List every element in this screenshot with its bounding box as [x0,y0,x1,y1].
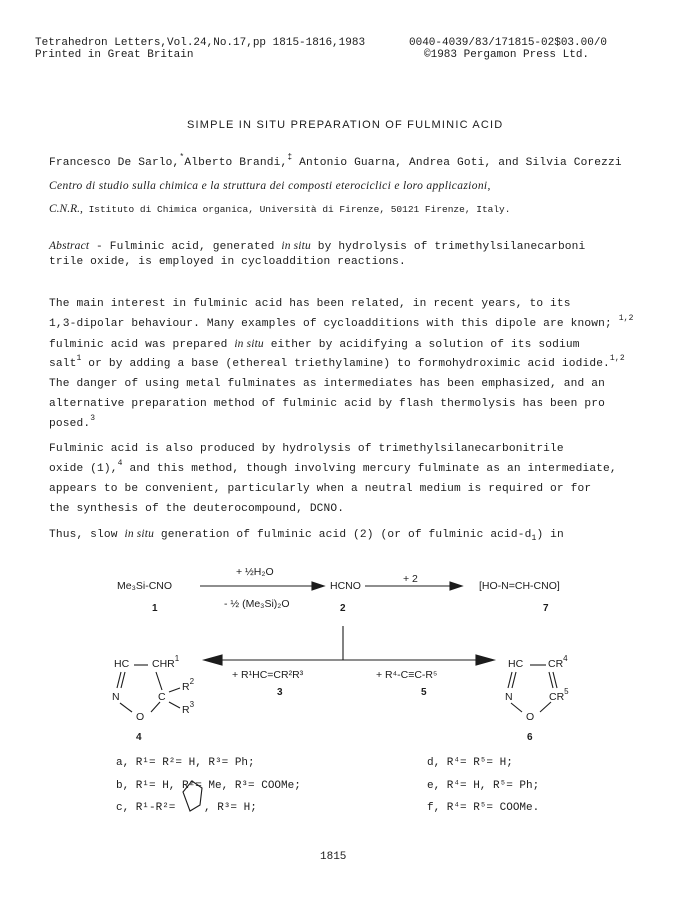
compound-2: HCNO [330,580,361,592]
reference-mark: 1,2 [609,354,625,363]
reference-mark: 1,2 [618,314,634,323]
issn-code: 0040-4039/83/171815-02$03.00/0 [409,37,608,49]
para3-text: ) in [536,529,564,541]
substituent-a: a, R¹= R²= H, R³= Ph; [116,757,255,769]
abstract-text: by hydrolysis of trimethylsilanecarboni [310,241,586,253]
compound-5-number: 5 [421,687,427,698]
reagent-alkyne: + R⁴-C≡C-R⁵ [376,669,438,681]
atom-O: O [526,711,535,723]
copyright: ©1983 Pergamon Press Ltd. [424,49,590,61]
reference-mark: 4 [117,459,123,468]
compound-6-number: 6 [527,732,533,743]
reagent-alkene: + R¹HC=CR²R³ [232,669,304,681]
para2-text: oxide (1), [49,463,118,475]
compound-3-number: 3 [277,687,283,698]
atom-O: O [136,711,145,723]
atom-CR4: $CR^4$ [548,654,568,670]
bond [156,672,162,690]
bond [151,702,160,712]
compound-7: [HO-N=CH-CNO] [479,580,560,592]
bond [508,672,512,688]
atom-HC: HC [114,658,130,670]
compound-4-number: 4 [136,732,142,743]
para3-italic: in situ [124,528,154,540]
bond [549,672,553,688]
page-number: 1815 [320,851,347,863]
reagent-water: + ½H₂O [236,566,274,578]
substituent-c-tail: , R³= H; [204,802,257,814]
para2-line-3: appears to be convenient, particularly when a neutral medium is required or for [49,483,592,495]
para1-line-6: alternative preparation method of fulminic acid by flash thermolysis has been pro [49,398,605,410]
atom-HC: HC [508,658,524,670]
arrowhead [204,655,222,665]
compound-1-number: 1 [152,603,158,614]
para2-line-1: Fulminic acid is also produced by hydrolysis of trimethylsilanecarbonitrile [49,443,564,455]
bond [511,703,522,712]
substituent-b: b, R¹= H, R²= Me, R³= COOMe; [116,780,301,792]
reference-mark: 3 [90,414,96,423]
abstract-italic: in situ [281,240,311,252]
bond [512,672,516,688]
para2-line-4: the synthesis of the deuterocompound, DCNO. [49,503,345,515]
printed-in: Printed in Great Britain [35,49,194,61]
institute-address: Istituto di Chimica organica, Università di Firenze, 50121 Firenze, Italy. [82,204,511,215]
substituent-e: e, R⁴= H, R⁵= Ph; [427,780,540,792]
para2-text: and this method, though involving mercury fulminate as an intermediate, [122,463,617,475]
affiliation-line-1: Centro di studio sulla chimica e la struttura dei composti eterociclici e loro applicazioni, [49,180,491,192]
para3-text: generation of fulminic acid (2) (or of fulminic acid-d [154,529,532,541]
atom-CR5: $CR^5$ [549,687,569,703]
para1-text: posed. [49,418,91,430]
para3-text: Thus, slow [49,529,125,541]
arrowhead [476,655,494,665]
compound-2-number: 2 [340,603,346,614]
subscript: 1 [531,534,537,543]
atom-R3: $R^3$ [182,700,195,716]
byproduct-siloxane: - ½ (Me₃Si)₂O [224,598,290,610]
journal-citation: Tetrahedron Letters,Vol.24,No.17,pp 1815-1816,1983 [35,37,366,49]
para1-text: either by acidifying a solution of its sodium [263,339,580,351]
bond [169,702,180,708]
cnr-label: C.N.R., [49,203,83,215]
para1-text: fulminic acid was prepared [49,339,235,351]
para1-italic: in situ [234,338,264,350]
atom-N: N [112,691,120,703]
abstract-line-2: trile oxide, is employed in cycloaddition reactions. [49,256,406,268]
substituent-d: d, R⁴= R⁵= H; [427,757,513,769]
reference-mark: 1 [76,354,82,363]
bond [540,702,551,712]
author-mark: ‡ [287,153,293,162]
arrowhead [312,582,324,590]
abstract-text: - Fulminic acid, generated [89,241,282,253]
atom-C: C [158,691,166,703]
arrowhead [450,582,462,590]
atom-N: N [505,691,513,703]
substituent-f: f, R⁴= R⁵= COOMe. [427,802,540,814]
other-authors: Antonio Guarna, Andrea Goti, and Silvia Corezzi [292,157,622,169]
compound-7-number: 7 [543,603,549,614]
paper-title: SIMPLE IN SITU PREPARATION OF FULMINIC ACID [187,119,504,131]
bond [120,703,132,712]
compound-1: Me₃Si-CNO [117,580,173,592]
para1-line-5: The danger of using metal fulminates as intermediates has been emphasized, and an [49,378,605,390]
para1-text: salt [49,358,77,370]
substituent-c: c, R¹-R²= [116,802,176,814]
bond [169,688,180,692]
author-1: Francesco De Sarlo, [49,157,180,169]
author-2: Alberto Brandi, [184,157,288,169]
bond [121,672,125,688]
para1-text: 1,3-dipolar behaviour. Many examples of cycloadditions with this dipole are known; [49,318,612,330]
bond [117,672,121,688]
corresponding-mark: * [179,153,185,162]
para1-line-1: The main interest in fulminic acid has been related, in recent years, to its [49,298,571,310]
atom-CHR1: CHR$^1$ [152,654,180,670]
atom-R2: $R^2$ [182,677,195,693]
para1-text: or by adding a base (ethereal triethylamine) to formohydroximic acid iodide. [81,358,610,370]
reagent-plus-2: + 2 [403,573,418,585]
abstract-label: Abstract [49,240,90,252]
bond [553,672,557,688]
